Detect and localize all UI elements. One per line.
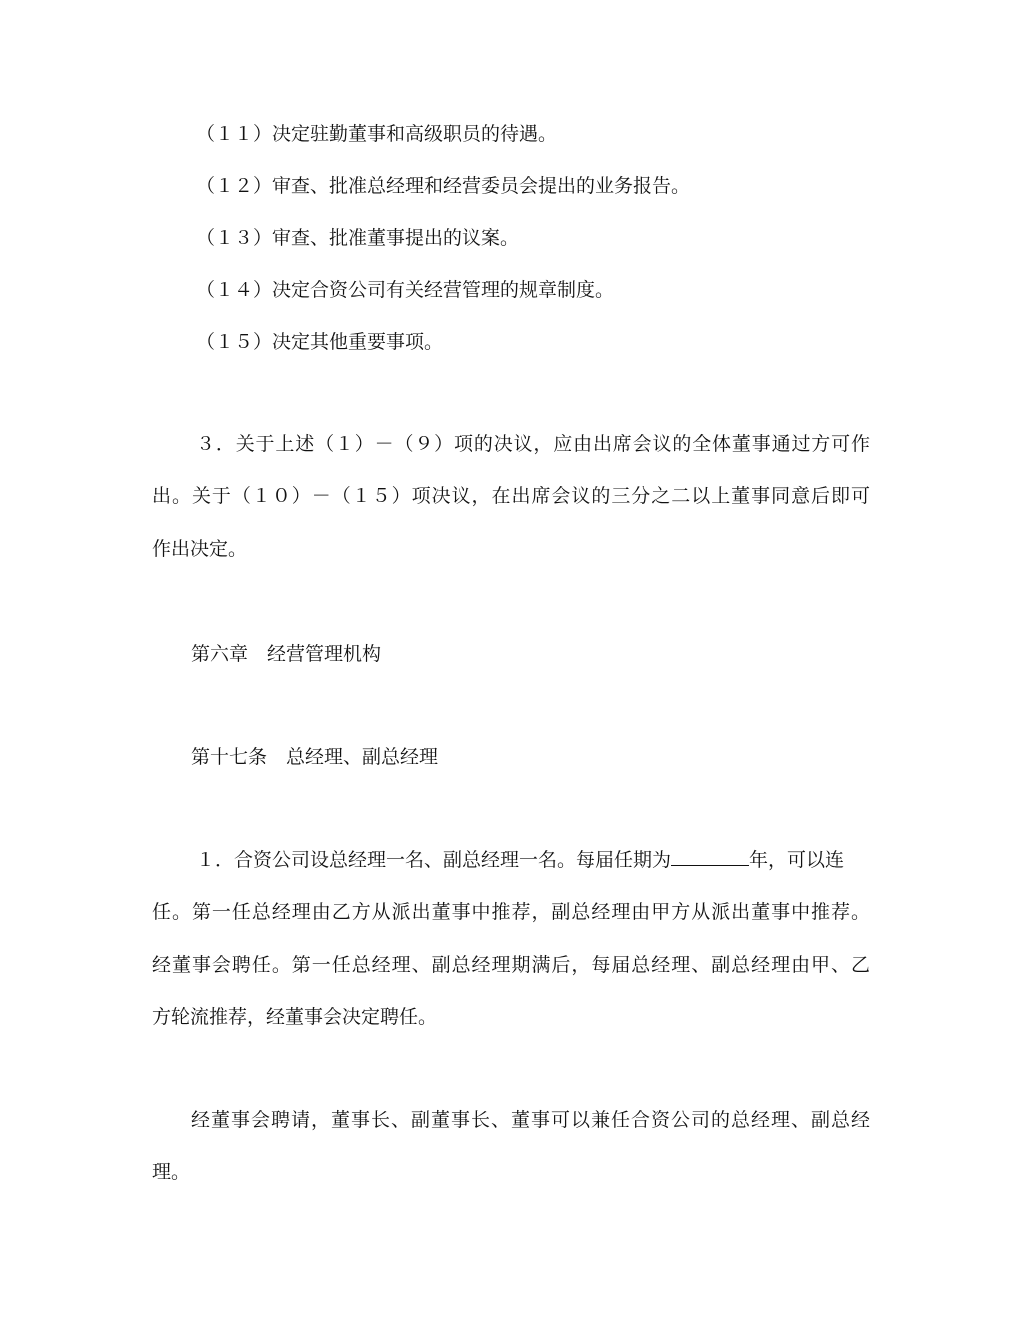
paragraph-3-line-3: 作出决定。 (152, 538, 248, 560)
paragraph-1-line-2: 任。第一任总经理由乙方从派出董事中推荐，副总经理由甲方从派出董事中推荐。 (152, 901, 870, 923)
paragraph-2-line-1: 经董事会聘请，董事长、副董事长、董事可以兼任合资公司的总经理、副总经 (191, 1109, 870, 1131)
list-item-11: （１１）决定驻勤董事和高级职员的待遇。 (196, 123, 558, 145)
paragraph-1-line-3: 经董事会聘任。第一任总经理、副总经理期满后，每届总经理、副总经理由甲、乙 (152, 954, 870, 976)
article-heading: 第十七条 总经理、副总经理 (191, 746, 439, 768)
paragraph-1-line-1-end: 年，可以连 (749, 849, 845, 871)
paragraph-3-line-1: ３．关于上述（１）－（９）项的决议，应由出席会议的全体董事通过方可作 (196, 433, 870, 455)
paragraph-1-line-4: 方轮流推荐，经董事会决定聘任。 (152, 1006, 438, 1028)
chapter-heading: 第六章 经营管理机构 (191, 643, 382, 665)
list-item-15: （１５）决定其他重要事项。 (196, 331, 444, 353)
list-item-12: （１２）审查、批准总经理和经营委员会提出的业务报告。 (196, 175, 691, 197)
paragraph-1-line-1 (196, 847, 870, 873)
paragraph-2-line-2: 理。 (152, 1161, 191, 1183)
term-years-blank (671, 847, 749, 866)
list-item-14: （１４）决定合资公司有关经营管理的规章制度。 (196, 279, 615, 301)
paragraph-1-line-1-start: １．合资公司设总经理一名、副总经理一名。每届任期为 (196, 849, 672, 871)
list-item-13: （１３）审查、批准董事提出的议案。 (196, 227, 520, 249)
paragraph-3-line-2: 出。关于（１０）－（１５）项决议，在出席会议的三分之二以上董事同意后即可 (152, 485, 870, 507)
